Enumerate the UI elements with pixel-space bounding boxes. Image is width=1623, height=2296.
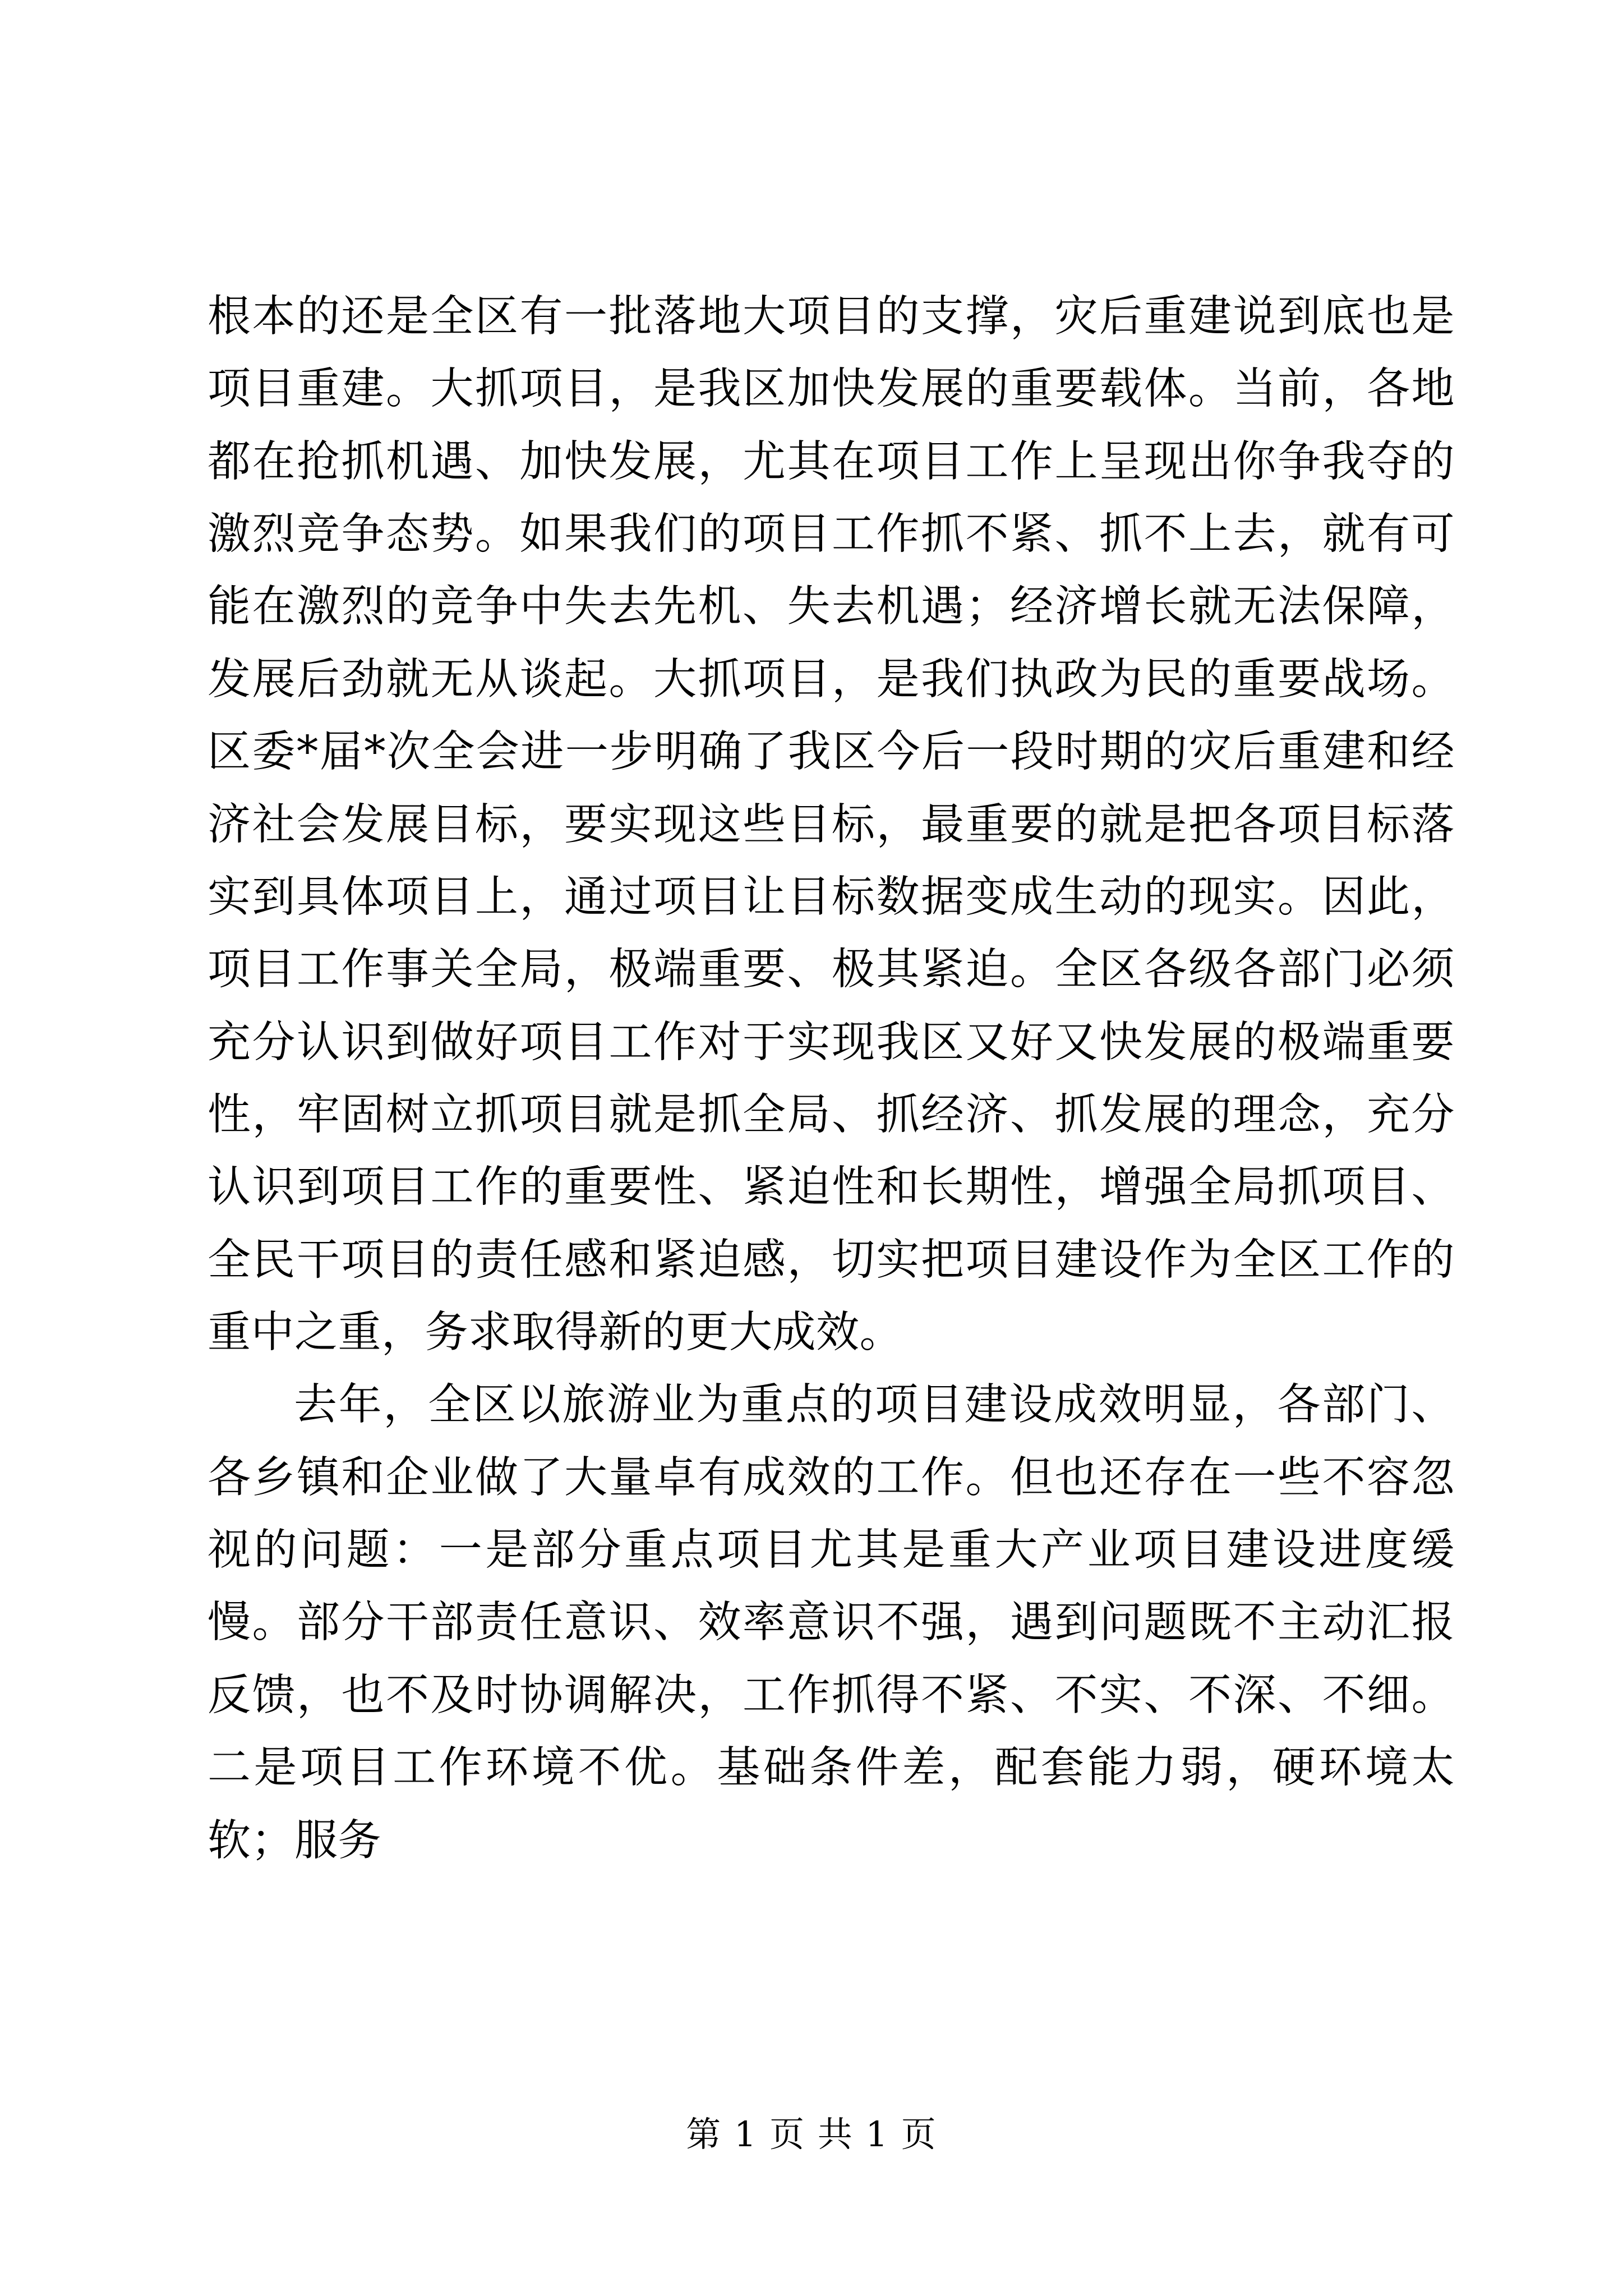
document-body xyxy=(208,280,1455,1877)
paragraph-1: 根本的还是全区有一批落地大项目的支撑，灾后重建说到底也是项目重建。大抓项目，是我区加快发展的重要载体。当前，各地都在抢抓机遇、加快发展，尤其在项目工作上呈现出你争我夺的激烈竞争态势。如果我们的项目工作抓不紧、抓不上去，就有可能在激烈的竞争中失去先机、失去机遇；经济增长就无法保障，发展后劲就无从谈起。大抓项目，是我们执政为民的重要战场。区委*届*次全会进一步明确了我区今后一段时期的灾后重建和经济社会发展目标，要实现这些目标，最重要的就是把各项目标落实到具体项目上，通过项目让目标数据变成生动的现实。因此，项目工作事关全局，极端重要、极其紧迫。全区各级各部门必须充分认识到做好项目工作对于实现我区又好又快发展的极端重要性，牢固树立抓项目就是抓全局、抓经济、抓发展的理念，充分认识到项目工作的重要性、紧迫性和长期性，增强全局抓项目、全民干项目的责任感和紧迫感，切实把项目建设作为全区工作的重中之重，务求取得新的更大成效。 xyxy=(208,292,1455,1358)
page-footer: 第 1 页 共 1 页 xyxy=(686,2114,937,2155)
paragraph-2: 去年，全区以旅游业为重点的项目建设成效明显，各部门、各乡镇和企业做了大量卓有成效的工作。但也还存在一些不容忽视的问题：一是部分重点项目尤其是重大产业项目建设进度缓慢。部分干部责任意识、效率意识不强，遇到问题既不主动汇报反馈，也不及时协调解决，工作抓得不紧、不实、不深、不细。二是项目工作环境不优。基础条件差，配套能力弱，硬环境太软；服务 xyxy=(208,1380,1455,1866)
